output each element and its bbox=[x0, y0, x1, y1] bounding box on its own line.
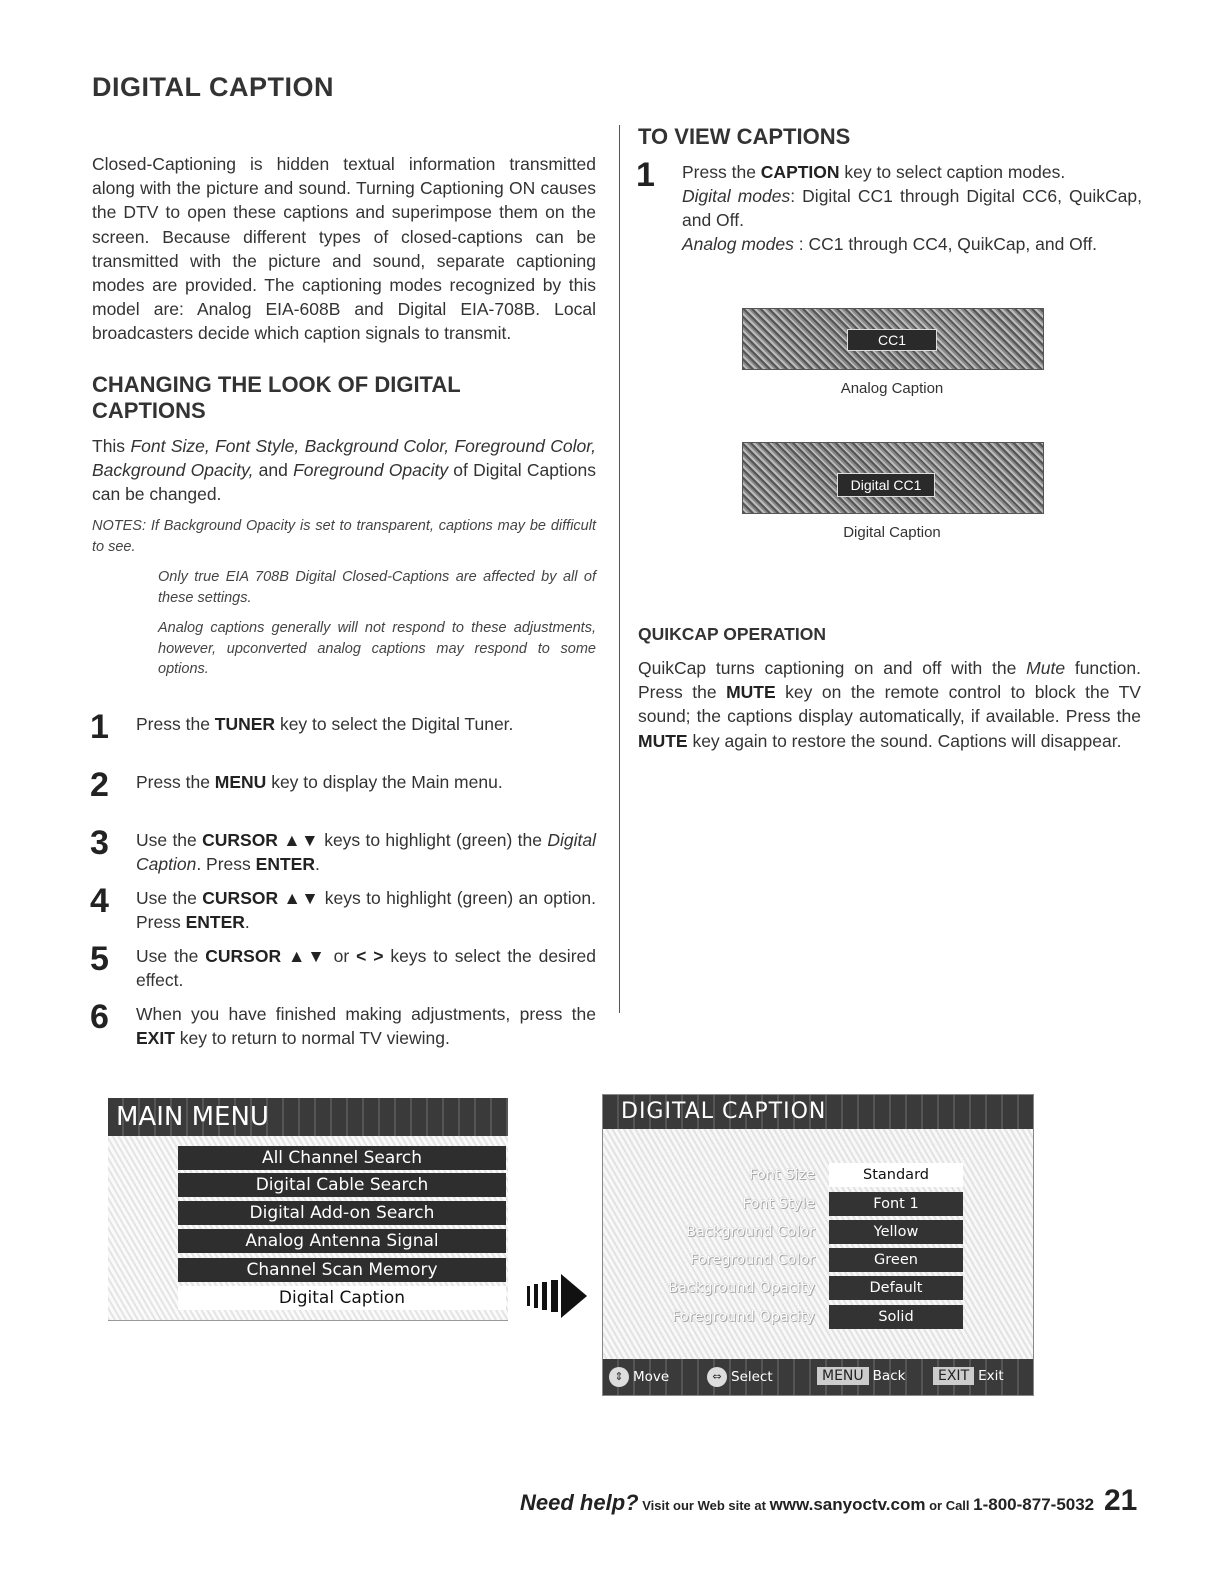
footer-visit: Visit our Web site at bbox=[638, 1498, 770, 1513]
footer-select bbox=[707, 1367, 773, 1387]
option-label-font-style: Font Style bbox=[742, 1196, 815, 1212]
step-text: keys to select the desired effect. bbox=[136, 946, 596, 990]
step-key: CURSOR ▲▼ bbox=[202, 888, 320, 908]
step-text: . bbox=[314, 854, 320, 874]
changing-text-post: of Digital Captions can be changed. bbox=[92, 460, 596, 505]
step-text: key to select the Digital Tuner. bbox=[275, 714, 514, 734]
step-text: Use the bbox=[136, 946, 206, 966]
digital-caption-title: DIGITAL CAPTION bbox=[621, 1099, 827, 1124]
changing-heading-line2: CAPTIONS bbox=[92, 398, 206, 423]
digital-caption-label: Digital Caption bbox=[843, 524, 941, 541]
changing-heading-line1: CHANGING THE LOOK OF DIGITAL bbox=[92, 372, 461, 397]
option-label-font-size: Font Size bbox=[749, 1167, 815, 1183]
step-number: 1 bbox=[636, 156, 655, 194]
footer-move-label: Move bbox=[633, 1369, 670, 1385]
step-text: key to return to normal TV viewing. bbox=[174, 1028, 450, 1048]
changing-italic-1: Font Size, Font Style, Background Color, Foreground Color, Background Opacity, bbox=[92, 436, 596, 481]
step-text: Use the bbox=[136, 888, 203, 908]
step-text: key to select caption modes. bbox=[839, 162, 1066, 182]
step-text: or bbox=[326, 946, 357, 966]
digital-caption-image bbox=[742, 442, 1044, 514]
step-number: 5 bbox=[90, 940, 109, 978]
quikcap-text: key on the remote control to block the TV sound; the captions display automatically, if available. Press the bbox=[638, 682, 1141, 727]
quikcap-paragraph bbox=[638, 656, 1141, 753]
leftright-icon: ⇔ bbox=[707, 1367, 727, 1387]
quikcap-italic: Mute bbox=[1026, 658, 1066, 678]
step-key: TUNER bbox=[214, 714, 276, 734]
digital-caption-screen bbox=[602, 1094, 1034, 1396]
step-key: ENTER bbox=[255, 854, 315, 874]
step-number: 3 bbox=[90, 824, 109, 862]
main-menu-title: MAIN MENU bbox=[116, 1102, 269, 1132]
footer-back-label: Back bbox=[872, 1368, 906, 1384]
step-3 bbox=[90, 824, 596, 876]
analog-caption-label: Analog Caption bbox=[840, 380, 944, 397]
step-key: MENU bbox=[214, 772, 267, 792]
step-number: 2 bbox=[90, 766, 109, 804]
notes-block bbox=[92, 516, 596, 690]
step-text: keys to highlight (green) an option. Press bbox=[136, 888, 596, 932]
changing-heading bbox=[92, 372, 461, 424]
note-1: NOTES: If Background Opacity is set to transparent, captions may be difficult to see. bbox=[92, 518, 596, 555]
quikcap-key: MUTE bbox=[726, 682, 776, 703]
intro-paragraph: Closed-Captioning is hidden textual information transmitted along with the picture and sound. Turning Captioning ON causes the DTV to open these captions and superimpose them on the screen. Because different types of closed-captions can be transmitted with the picture and sound, separate captioning modes are provided. The captioning modes recognized by this model are: Analog EIA-608B and Digital EIA-708B. Local broadcasters decide which caption signals to transmit. bbox=[92, 154, 596, 344]
menu-item-channel-scan-memory[interactable]: Channel Scan Memory bbox=[178, 1258, 506, 1282]
quikcap-heading: QUIKCAP OPERATION bbox=[638, 624, 826, 644]
analog-caption-image bbox=[742, 308, 1044, 370]
menu-item-analog-antenna-signal[interactable]: Analog Antenna Signal bbox=[178, 1229, 506, 1253]
page-number: 21 bbox=[1104, 1484, 1138, 1517]
analog-caption-box: CC1 bbox=[847, 329, 937, 351]
digital-modes-label: Digital modes bbox=[682, 186, 791, 206]
step-key: CAPTION bbox=[760, 162, 840, 182]
main-menu-screen bbox=[108, 1098, 508, 1321]
note-2: Only true EIA 708B Digital Closed-Captions are affected by all of these settings. bbox=[158, 569, 596, 606]
step-1 bbox=[90, 708, 596, 746]
menu-item-digital-add-on-search[interactable]: Digital Add-on Search bbox=[178, 1201, 506, 1225]
footer-exit bbox=[933, 1367, 1004, 1385]
step-text: . Press bbox=[196, 854, 256, 874]
menu-item-digital-cable-search[interactable]: Digital Cable Search bbox=[178, 1173, 506, 1197]
note-3: Analog captions generally will not respond to these adjustments, however, upconverted analog captions may respond to some options. bbox=[158, 620, 596, 677]
digital-caption-header bbox=[603, 1095, 1033, 1129]
quikcap-text: QuikCap turns captioning on and off with the bbox=[638, 658, 1027, 678]
step-text: Press the bbox=[682, 162, 761, 182]
step-key: CURSOR ▲▼ bbox=[205, 946, 327, 966]
changing-text-pre: This bbox=[92, 436, 131, 456]
page-title: DIGITAL CAPTION bbox=[92, 72, 334, 102]
step-italic: Digital Caption bbox=[136, 830, 596, 874]
option-value-font-size[interactable]: Standard bbox=[829, 1163, 963, 1187]
step-key: EXIT bbox=[136, 1028, 175, 1048]
option-value-background-opacity[interactable]: Default bbox=[829, 1276, 963, 1300]
step-key: ENTER bbox=[185, 912, 245, 932]
exit-key: EXIT bbox=[933, 1367, 974, 1385]
changing-paragraph bbox=[92, 434, 596, 507]
step-key: < > bbox=[356, 946, 384, 966]
changing-text-and: and bbox=[253, 460, 294, 481]
analog-modes-text: : CC1 through CC4, QuikCap, and Off. bbox=[793, 234, 1098, 254]
footer-move bbox=[609, 1367, 669, 1387]
step-text: When you have finished making adjustments, press the bbox=[136, 1004, 596, 1024]
option-value-foreground-opacity[interactable]: Solid bbox=[829, 1305, 963, 1329]
option-label-background-color: Background Color bbox=[686, 1224, 815, 1240]
analog-modes-label: Analog modes bbox=[682, 234, 794, 254]
footer-help: Need help? bbox=[520, 1490, 639, 1515]
view-step-1 bbox=[636, 156, 1142, 256]
step-text: key to display the Main menu. bbox=[266, 772, 503, 792]
menu-key: MENU bbox=[817, 1367, 869, 1385]
digital-caption-footer bbox=[603, 1359, 1033, 1395]
quikcap-text: key again to restore the sound. Captions will disappear. bbox=[687, 730, 1122, 751]
step-4 bbox=[90, 882, 596, 934]
step-key: CURSOR ▲▼ bbox=[202, 830, 319, 850]
option-value-background-color[interactable]: Yellow bbox=[829, 1220, 963, 1244]
footer-phone: 1-800-877-5032 bbox=[973, 1495, 1095, 1514]
option-value-font-style[interactable]: Font 1 bbox=[829, 1192, 963, 1216]
menu-item-all-channel-search[interactable]: All Channel Search bbox=[178, 1146, 506, 1170]
footer-exit-label: Exit bbox=[978, 1368, 1004, 1384]
option-label-foreground-opacity: Foreground Opacity bbox=[672, 1309, 815, 1325]
step-text: . bbox=[244, 912, 250, 932]
step-number: 1 bbox=[90, 708, 109, 746]
quikcap-text: function. Press the bbox=[638, 658, 1141, 703]
step-number: 6 bbox=[90, 998, 109, 1036]
digital-modes-text: : Digital CC1 through Digital CC6, QuikCap, and Off. bbox=[682, 186, 1142, 230]
footer-back bbox=[817, 1367, 905, 1385]
menu-item-digital-caption[interactable]: Digital Caption bbox=[178, 1286, 506, 1310]
step-number: 4 bbox=[90, 882, 109, 920]
footer-or-call: or Call bbox=[925, 1498, 974, 1513]
step-2 bbox=[90, 766, 596, 804]
page-footer bbox=[520, 1490, 1095, 1516]
footer-url[interactable]: www.sanyoctv.com bbox=[769, 1495, 926, 1514]
option-label-background-opacity: Background Opacity bbox=[668, 1280, 815, 1296]
step-5 bbox=[90, 940, 596, 992]
step-text: Press the bbox=[136, 714, 215, 734]
digital-caption-box: Digital CC1 bbox=[837, 473, 935, 497]
arrow-right-icon bbox=[527, 1270, 589, 1322]
footer-select-label: Select bbox=[731, 1369, 773, 1385]
updown-icon: ⇕ bbox=[609, 1367, 629, 1387]
column-divider bbox=[619, 125, 620, 1013]
option-value-foreground-color[interactable]: Green bbox=[829, 1248, 963, 1272]
option-label-foreground-color: Foreground Color bbox=[689, 1252, 815, 1268]
view-heading: TO VIEW CAPTIONS bbox=[638, 124, 851, 149]
main-menu-header bbox=[108, 1098, 508, 1136]
step-6 bbox=[90, 998, 596, 1050]
step-text: keys to highlight (green) the bbox=[318, 830, 548, 850]
changing-italic-2: Foreground Opacity bbox=[293, 460, 449, 481]
step-text: Press the bbox=[136, 772, 215, 792]
quikcap-key: MUTE bbox=[638, 730, 688, 751]
step-text: Use the bbox=[136, 830, 203, 850]
